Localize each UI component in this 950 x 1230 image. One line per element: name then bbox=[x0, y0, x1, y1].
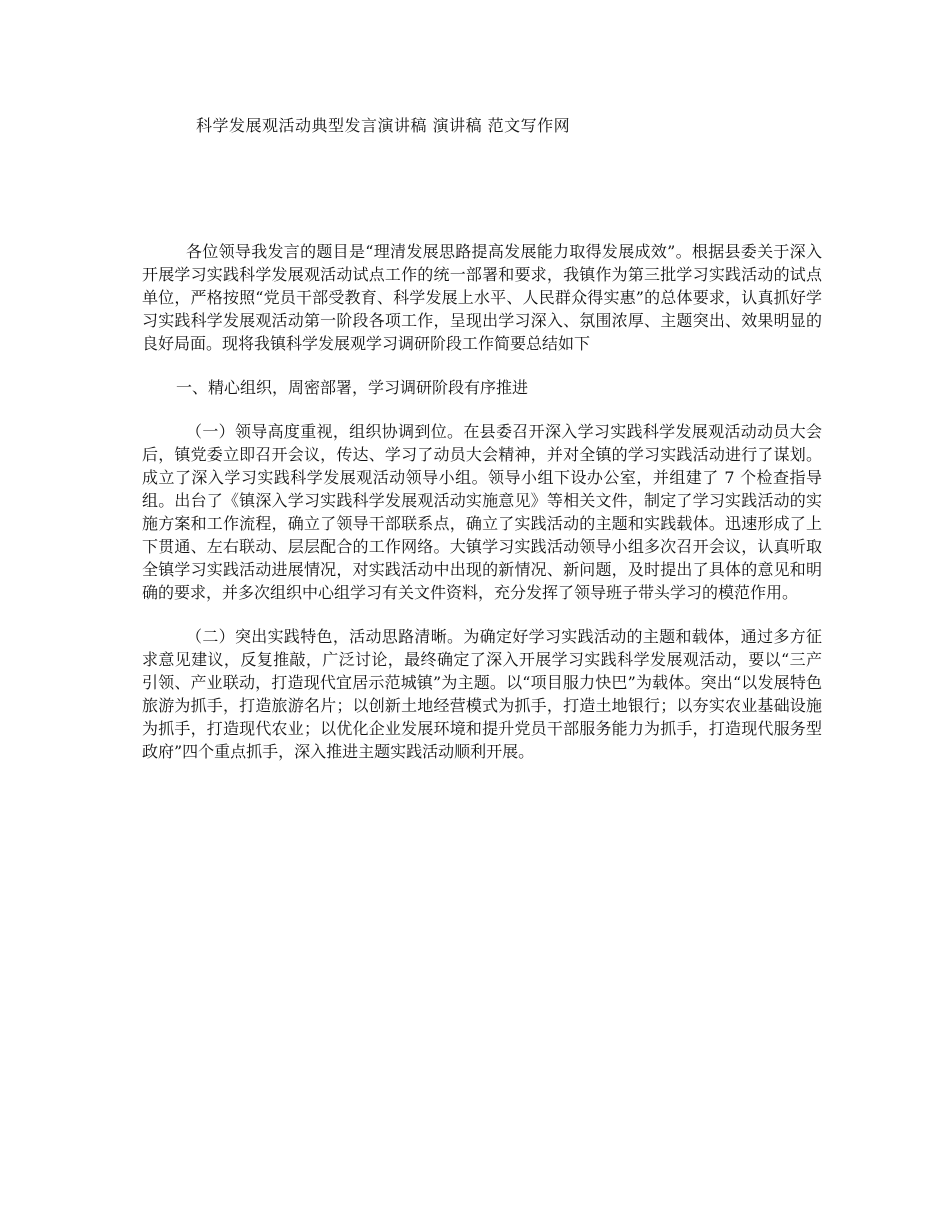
body-paragraph-1: （一）领导高度重视，组织协调到位。在县委召开深入学习实践科学发展观活动动员大会后，镇党委立即召开会议，传达、学习了动员大会精神，并对全镇的学习实践活动进行了谋划。成立了深入学习实践科学发展观活动领导小组。领导小组下设办公室，并组建了 7 个检查指导组。出台了《镇深入学习实践科学发展观活动实施意见》等相关文件，制定了学习实践活动的实施方案和工作流程，确立了领导干部联系点，确立了实践活动的主题和实践载体。迅速形成了上下贯通、左右联动、层层配合的工作网络。大镇学习实践活动领导小组多次召开会议，认真听取全镇学习实践活动进展情况，对实践活动中出现的新情况、新问题，及时提出了具体的意见和明确的要求，并多次组织中心组学习有关文件资料，充分发挥了领导班子带头学习的模范作用。 bbox=[142, 422, 822, 602]
section-heading: 一、精心组织，周密部署，学习调研阶段有序推进 bbox=[176, 378, 529, 397]
document-title: 科学发展观活动典型发言演讲稿 演讲稿 范文写作网 bbox=[196, 116, 571, 135]
body-paragraph-2: （二）突出实践特色，活动思路清晰。为确定好学习实践活动的主题和载体，通过多方征求意见建议，反复推敲，广泛讨论，最终确定了深入开展学习实践科学发展观活动，要以“三产引领、产业联动，打造现代宜居示范城镇”为主题。以“项目服力快巴”为载体。突出“以发展特色旅游为抓手，打造旅游名片；以创新土地经营模式为抓手，打造土地银行；以夯实农业基础设施为抓手，打造现代农业；以优化企业发展环境和提升党员干部服务能力为抓手，打造现代服务型政府”四个重点抓手，深入推进主题实践活动顺利开展。 bbox=[142, 627, 822, 761]
document-body bbox=[142, 240, 822, 784]
intro-paragraph: 各位领导我发言的题目是“理清发展思路提高发展能力取得发展成效”。根据县委关于深入开展学习实践科学发展观活动试点工作的统一部署和要求，我镇作为第三批学习实践活动的试点单位，严格按照“党员干部受教育、科学发展上水平、人民群众得实惠”的总体要求，认真抓好学习实践科学发展观活动第一阶段各项工作，呈现出学习深入、氛围浓厚、主题突出、效果明显的良好局面。现将我镇科学发展观学习调研阶段工作简要总结如下 bbox=[142, 242, 822, 353]
